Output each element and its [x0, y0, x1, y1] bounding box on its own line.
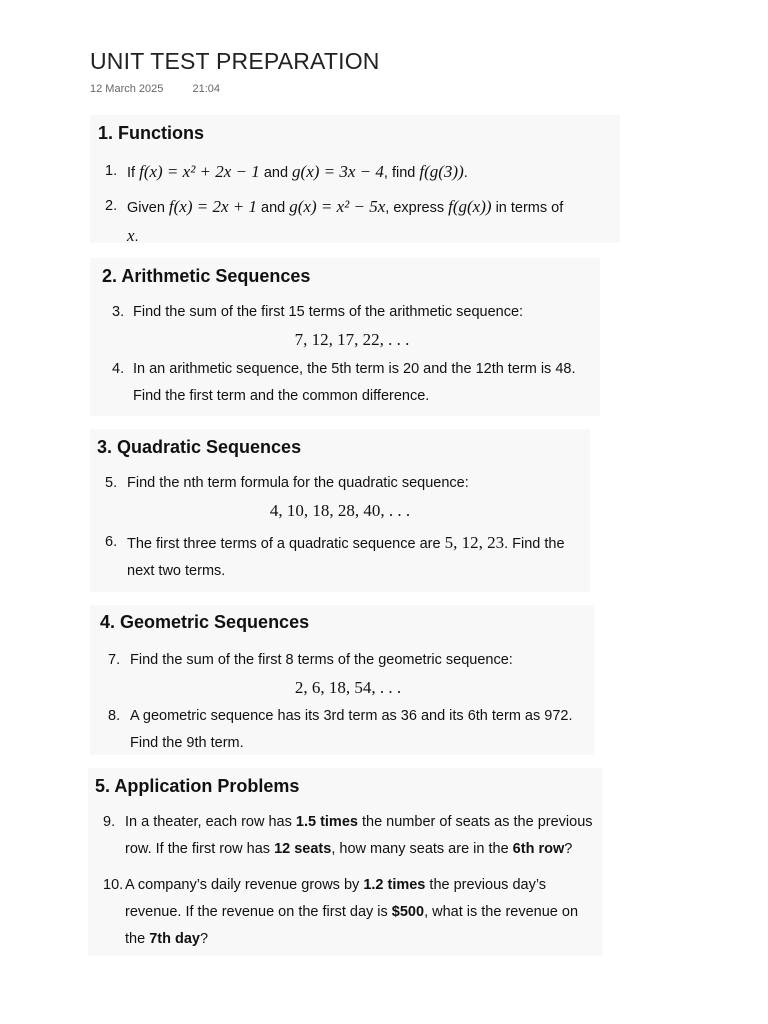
section-heading: 1. Functions [98, 123, 205, 143]
question-text: the previous day’s revenue. If the revenue on the first day is [125, 877, 547, 920]
math-expression: 5, 12, 23 [444, 533, 505, 552]
section-heading: 5. Application Problems [95, 776, 300, 796]
emphasis-text: 6th row [512, 841, 565, 857]
question-text: . Find the next two terms. [127, 536, 565, 579]
question-text: ? [564, 841, 573, 857]
question-text: Find the sum of the first 15 terms of the arithmetic sequence: [133, 304, 524, 320]
question-text: , how many seats are in the [331, 841, 513, 857]
question-text: and [257, 200, 290, 216]
note-date: 12 March 2025 [90, 83, 164, 95]
question-text: In an arithmetic sequence, the 5th term is 20 and the 12th term is 48. Find the first term and the common difference. [133, 361, 576, 404]
question-text: the number of seats as the previous row. If the first row has [125, 814, 593, 857]
question-number: 8. [108, 708, 121, 724]
math-expression: g(x) = 3x − 4 [292, 162, 384, 181]
question-number: 7. [108, 652, 121, 668]
sequence-expression: 2, 6, 18, 54, . . . [294, 678, 402, 697]
sequence-expression: 4, 10, 18, 28, 40, . . . [269, 501, 411, 520]
note-meta [90, 83, 220, 95]
emphasis-text: 1.5 times [295, 814, 358, 830]
question-2 [105, 193, 575, 251]
section-heading: 3. Quadratic Sequences [97, 437, 302, 457]
question-10 [103, 872, 598, 953]
question-8 [108, 703, 588, 757]
question-text: In a theater, each row has [125, 814, 296, 830]
emphasis-text: 12 seats [274, 841, 332, 857]
note-time: 21:04 [192, 83, 220, 95]
page-title: UNIT TEST PREPARATION [90, 48, 380, 74]
math-expression: g(x) = x² − 5x [289, 197, 386, 216]
question-4 [112, 356, 597, 410]
emphasis-text: 1.2 times [363, 877, 426, 893]
question-text: Find the nth term formula for the quadratic sequence: [127, 475, 469, 491]
section-heading: 2. Arithmetic Sequences [102, 266, 311, 286]
question-7 [108, 647, 588, 704]
emphasis-text: 7th day [149, 931, 200, 947]
question-text: A geometric sequence has its 3rd term as 36 and its 6th term as 972. Find the 9th term. [130, 708, 573, 751]
question-text: The first three terms of a quadratic sequence are [127, 536, 445, 552]
question-text: , express [385, 200, 449, 216]
question-text: A company’s daily revenue grows by [125, 877, 364, 893]
question-number: 6. [105, 534, 118, 550]
question-number: 5. [105, 475, 118, 491]
math-expression: f(g(x)) [448, 197, 492, 216]
question-text: . [463, 165, 468, 181]
question-text: , what is the revenue on the [125, 904, 579, 947]
question-3 [112, 299, 592, 356]
section-geometric [90, 605, 595, 755]
math-expression: f(g(3)) [419, 162, 464, 181]
question-number: 9. [103, 814, 116, 830]
math-expression: x [127, 226, 135, 245]
sequence-expression: 7, 12, 17, 22, . . . [294, 330, 410, 349]
math-expression: f(x) = 2x + 1 [168, 197, 258, 216]
question-text: ? [199, 931, 209, 947]
question-text: and [259, 165, 293, 181]
section-heading: 4. Geometric Sequences [100, 612, 310, 632]
question-9 [103, 809, 598, 863]
section-application [88, 768, 603, 956]
question-number: 2. [105, 198, 118, 214]
math-expression: f(x) = x² + 2x − 1 [139, 162, 260, 181]
question-text: , find [383, 165, 420, 181]
section-quadratic [90, 429, 590, 592]
question-number: 1. [105, 163, 118, 179]
question-6 [105, 529, 575, 585]
section-functions [90, 115, 620, 243]
question-number: 3. [112, 304, 125, 320]
section-arithmetic [90, 258, 600, 416]
question-text: in terms of [491, 200, 564, 216]
question-number: 10. [103, 877, 124, 893]
emphasis-text: $500 [391, 904, 425, 920]
question-text: Find the sum of the first 8 terms of the geometric sequence: [130, 652, 513, 668]
question-1 [105, 158, 605, 187]
question-text: . [134, 229, 139, 245]
question-text: If [127, 165, 140, 181]
question-5 [105, 470, 575, 527]
question-number: 4. [112, 361, 125, 377]
question-text: Given [127, 200, 169, 216]
